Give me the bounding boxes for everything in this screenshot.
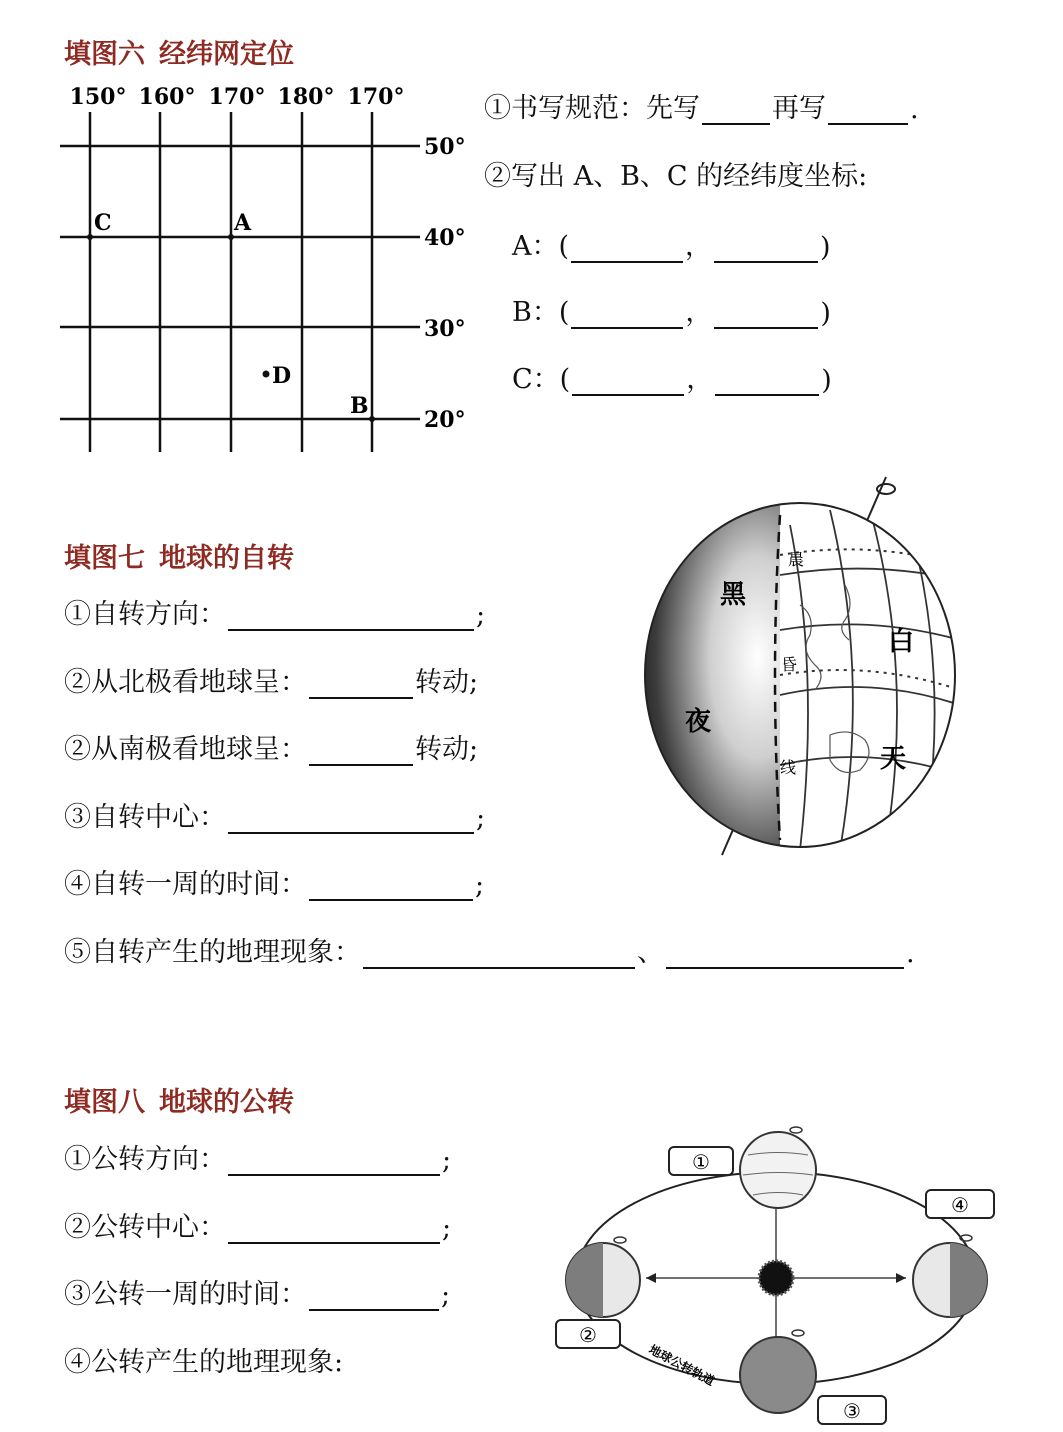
s7-item-text: ②从南极看地球呈：: [64, 734, 307, 765]
s7-item-6: [64, 930, 915, 969]
day-side: [780, 495, 970, 855]
s8-blank[interactable]: [228, 1216, 440, 1244]
s7-blank[interactable]: [228, 603, 474, 631]
point-b-dot: [369, 416, 375, 422]
section7-title-label: 填图七: [64, 543, 145, 574]
s6-q1-blank-2[interactable]: [828, 97, 908, 125]
s7-blank[interactable]: [309, 738, 413, 766]
box-4-label: ④: [951, 1193, 969, 1217]
section7-title-text: 地球的自转: [159, 543, 294, 574]
s7-item-end: ;: [475, 870, 485, 901]
s8-item-end: ;: [442, 1145, 452, 1176]
box-1-label: ①: [692, 1150, 710, 1174]
orbit-label: 地球公转轨道: [646, 1342, 717, 1389]
s8-blank[interactable]: [228, 1148, 440, 1176]
s7-item-end: 转动;: [415, 667, 479, 698]
s7-blank[interactable]: [228, 806, 474, 834]
coord-sep: ，: [685, 231, 713, 262]
s8-item-text: ②公转中心：: [64, 1212, 226, 1243]
lon-label-5: 170°: [347, 84, 405, 110]
s8-item-end: ;: [442, 1213, 452, 1244]
s7-blank[interactable]: [309, 873, 473, 901]
lon-label-4: 180°: [277, 84, 335, 110]
point-d-dot: [263, 371, 270, 378]
s7-item-end: 转动;: [415, 734, 479, 765]
globe-label-white: 白: [888, 627, 915, 657]
section7-title: [64, 536, 294, 575]
coord-row-a: [512, 224, 831, 263]
s8-item-end: ;: [441, 1280, 451, 1311]
coord-row-b: [512, 290, 831, 329]
s8-blank[interactable]: [309, 1283, 439, 1311]
s6-q1-prefix: ①书写规范：先写: [484, 93, 700, 124]
point-a-label: A: [234, 210, 252, 236]
lon-label-1: 150°: [69, 84, 127, 110]
s7-blank[interactable]: [666, 941, 904, 969]
s7-item-sep: 、: [637, 937, 664, 968]
lat-lon-grid: [0, 70, 480, 460]
s7-item-text: ④自转一周的时间：: [64, 869, 307, 900]
s7-item-4: [64, 795, 485, 834]
lat-label-2: 40°: [424, 225, 466, 251]
s7-item-text: ③自转中心：: [64, 802, 226, 833]
s8-item-text: ③公转一周的时间：: [64, 1279, 307, 1310]
coord-blank-lon[interactable]: [572, 370, 684, 396]
point-c-dot: [87, 234, 93, 240]
s6-question-1: [484, 86, 919, 125]
s6-q1-blank-1[interactable]: [702, 97, 770, 125]
coord-close: ): [821, 365, 832, 396]
coord-blank-lon[interactable]: [571, 237, 683, 263]
earth-position-3: [740, 1337, 816, 1413]
s8-item-3: [64, 1272, 450, 1311]
s8-item-text: ①公转方向：: [64, 1144, 226, 1175]
lat-label-3: 30°: [424, 316, 466, 342]
box-3-label: ③: [843, 1399, 861, 1423]
section8-title-text: 地球的公转: [159, 1087, 294, 1118]
point-d-label: D: [272, 363, 292, 389]
globe-label-terminator-1: 晨: [788, 550, 805, 569]
coord-blank-lat[interactable]: [715, 370, 819, 396]
s7-item-end: ;: [476, 600, 486, 631]
s7-item-2: [64, 660, 478, 699]
earth-revolution-diagram: [548, 1120, 1008, 1426]
s7-item-text: ①自转方向：: [64, 599, 226, 630]
lon-label-3: 170°: [208, 84, 266, 110]
coord-close: ): [820, 232, 831, 263]
s7-item-end: ;: [476, 803, 486, 834]
lat-label-1: 50°: [424, 134, 466, 160]
section6-title-text: 经纬网定位: [159, 39, 294, 70]
coord-sep: ，: [685, 297, 713, 328]
s6-question-2: ②写出 A、B、C 的经纬度坐标:: [484, 161, 868, 192]
coord-label: B：(: [512, 297, 570, 328]
box-2-label: ②: [579, 1323, 597, 1347]
coord-blank-lat[interactable]: [714, 237, 818, 263]
lat-label-4: 20°: [424, 407, 466, 433]
section8-title-label: 填图八: [64, 1087, 145, 1118]
s7-item-text: ⑤自转产生的地理现象：: [64, 937, 361, 968]
globe-label-black: 黑: [720, 580, 747, 610]
coord-sep: ，: [686, 364, 714, 395]
s8-item-1: [64, 1137, 451, 1176]
sun-icon: [759, 1261, 793, 1295]
s8-item-4: [64, 1340, 343, 1379]
coord-blank-lon[interactable]: [571, 303, 683, 329]
s8-item-2: [64, 1205, 451, 1244]
point-b-label: B: [350, 393, 369, 419]
point-c-label: C: [94, 210, 112, 236]
globe-label-day: 天: [880, 744, 907, 774]
earth-rotation-globe: [630, 455, 970, 865]
globe-label-terminator-2: 昏: [781, 655, 798, 674]
s7-item-end: .: [906, 938, 915, 969]
rotation-arrow-icon: [877, 484, 895, 494]
s6-q1-end: .: [910, 94, 919, 125]
s7-item-text: ②从北极看地球呈：: [64, 667, 307, 698]
s7-blank[interactable]: [309, 671, 413, 699]
s7-item-1: [64, 592, 485, 631]
s6-q1-middle: 再写: [772, 93, 826, 124]
coord-blank-lat[interactable]: [714, 303, 818, 329]
globe-label-terminator-3: 线: [780, 758, 797, 777]
s7-item-3: [64, 727, 478, 766]
globe-label-night: 夜: [685, 707, 712, 737]
coord-close: ): [820, 298, 831, 329]
s7-item-5: [64, 862, 484, 901]
s7-blank[interactable]: [363, 941, 635, 969]
lon-label-2: 160°: [138, 84, 196, 110]
section8-title: [64, 1080, 294, 1119]
section6-title-label: 填图六: [64, 39, 145, 70]
coord-row-c: [512, 357, 832, 396]
earth-position-1: [740, 1132, 816, 1208]
coord-label: A：(: [512, 231, 570, 262]
s8-item-text: ④公转产生的地理现象:: [64, 1347, 344, 1378]
section6-title: [64, 32, 294, 71]
coord-label: C：(: [512, 364, 571, 395]
